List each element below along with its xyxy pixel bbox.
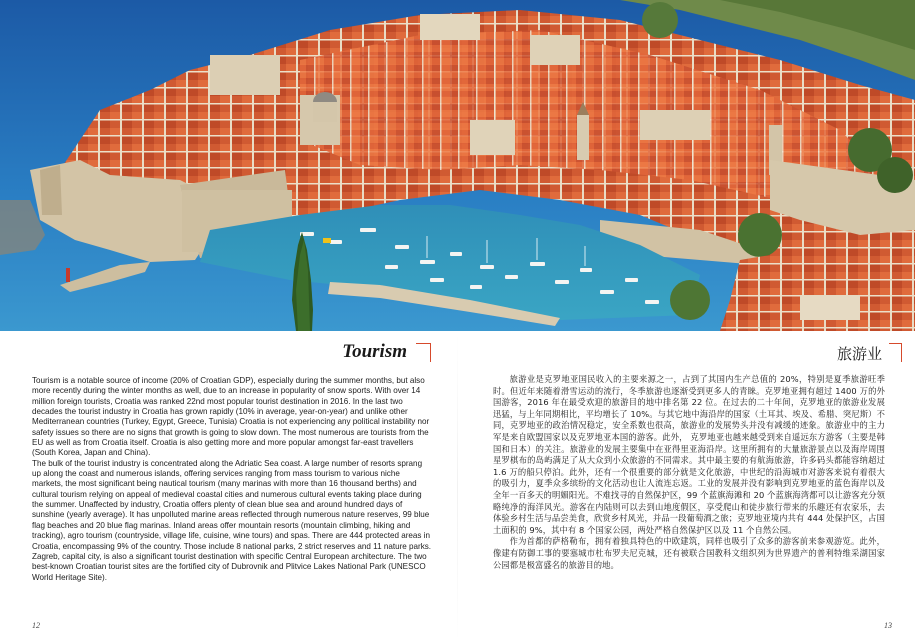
english-paragraph: Zagreb, capital city, is also a significant tourist destination with specific Central European architecture. The two best-known Croatian tourist sites are the fortified city of Dubrovnik and Plitvice Lakes National Park (UNESCO World Heritage Site). — [32, 551, 427, 582]
chinese-paragraph: 旅游业是克罗地亚国民收入的主要来源之一，占到了其国内生产总值的 20%，特别是夏季旅游旺季时。但近年来随着滑雪运动的流行，冬季旅游也逐渐受到更多人的青睐。克罗地亚拥有超过 1400 万的外国游客，2016 年在最受欢迎的旅游目的地中排名第 22 位。在过去的二十年间，克罗地亚的旅游业发展迅猛，与上年同期相比，平均增长了 10%。与其它地中海沿岸的国家（土耳其、埃及、希腊、突尼斯）不同，克罗地亚的政治情况稳定，安全系数也很高，旅游业的发展势头并没有减缓的迹象。旅游业中的主力军是来自欧盟国家以及克罗地亚本国的游客。此外， 克罗地亚也越来越受到来自遥远东方游客（主要是韩国和日本）的关注。旅游业的发展主要集中在亚得里亚海沿岸。这里所拥有的大量旅游景点以及海岸周围星罗棋布的岛屿满足了从大众到小众旅游的不同需求。其中最主要的有航海旅游，许多码头都能容纳超过 1.6 万的船只停泊。此外，还有一个很重要的部分就是文化旅游，中世纪的沿海城市对游客来说有着很大的吸引力，夏季众多缤纷的文化活动也让人流连忘返。工业的发展并没有影响到克罗地亚的蓝色海岸以及全年一百多天的明媚阳光。不难找寻的自然保护区，99 个蓝旗海滩和 20 个蓝旗海湾都可以让游客充分领略纯净的海洋风光。游客在内陆则可以去到山地度假区，享受爬山和徒步旅行带来的乐趣还有农家乐，去体验乡村生活与品尝美食，欣赏乡村风光，并品一段葡萄酒之旅；克罗地亚境内共有 444 处保护区，占国土面积的 9%，其中有 8 个国家公园，两处严格自然保护区以及 11 个自然公园。 — [493, 374, 885, 535]
heading-tourism-chinese: 旅游业 — [837, 345, 883, 363]
english-text-column — [32, 376, 432, 583]
chinese-paragraph: 作为首都的萨格勒布，拥有着独具特色的中欧建筑，同样也吸引了众多的游客前来参观游览。此外，像建有防御工事的要塞城市杜布罗夫尼克城，还有被联合国教科文组织列为世界遗产的普利特维采湖国家公园都是极富盛名的旅游目的地。 — [493, 536, 885, 570]
english-paragraph: Tourism is a notable source of income (20% of Croatian GDP), especially during the summer months, but also more recently during the winter months as well, due to an increase in popularity of snow sports. With over 14 million foreign tourists, Croatia was ranked 22nd most popular tourist destination in 2016. In the last two decades the tourist industry in Croatia has grown rapidly (10% in average, year-on-year) and unlike other Mediterranean countries (Turkey, Egypt, Greece, Tunisia) Croatia is not experiencing any political instability nor safety issues so there are no signs that growth is going to slow down. The most numerous are tourists from the EU as well as from Croatia itself. Croatia is also getting more and more popular amongst far-east travellers (South Korea, Japan and China). — [32, 376, 430, 458]
heading-accent-bracket-left — [416, 343, 431, 362]
heading-accent-bracket-right-end — [889, 343, 902, 362]
english-paragraph: The bulk of the tourist industry is concentrated along the Adriatic Sea coast. A large number of resorts sprang up along the coast and numerous islands, offering services ranging from mass tourism to various niche markets, the most significant being nautical tourism (many marinas with more than 16 thousand berths) and cultural tourism relying on appeal of medieval coastal cities and numerous cultural events taking place during the summer. Unaffected by industry, Croatia offers plenty of clean blue sea and around hundred days of sunshine (yearly average). It has unpolluted marine areas reflected through numerous nature reserves, 99 blue flag beaches and 20 blue flag marinas. Inland areas offer mountain resorts (mountain climbing, hiking and tracking), agro tourism (countryside, village life, cuisine, wine tours) and spas. There are 444 protected areas in Croatia, encompassing 9% of the country. Those include 8 national parks, 2 strict reserves and 11 nature parks. — [32, 458, 432, 551]
heading-tourism: Tourism — [342, 341, 407, 362]
page-number-right: 13 — [884, 621, 892, 630]
page-gutter — [457, 331, 458, 643]
chinese-text-column — [493, 374, 885, 571]
page-number-left: 12 — [32, 621, 40, 630]
